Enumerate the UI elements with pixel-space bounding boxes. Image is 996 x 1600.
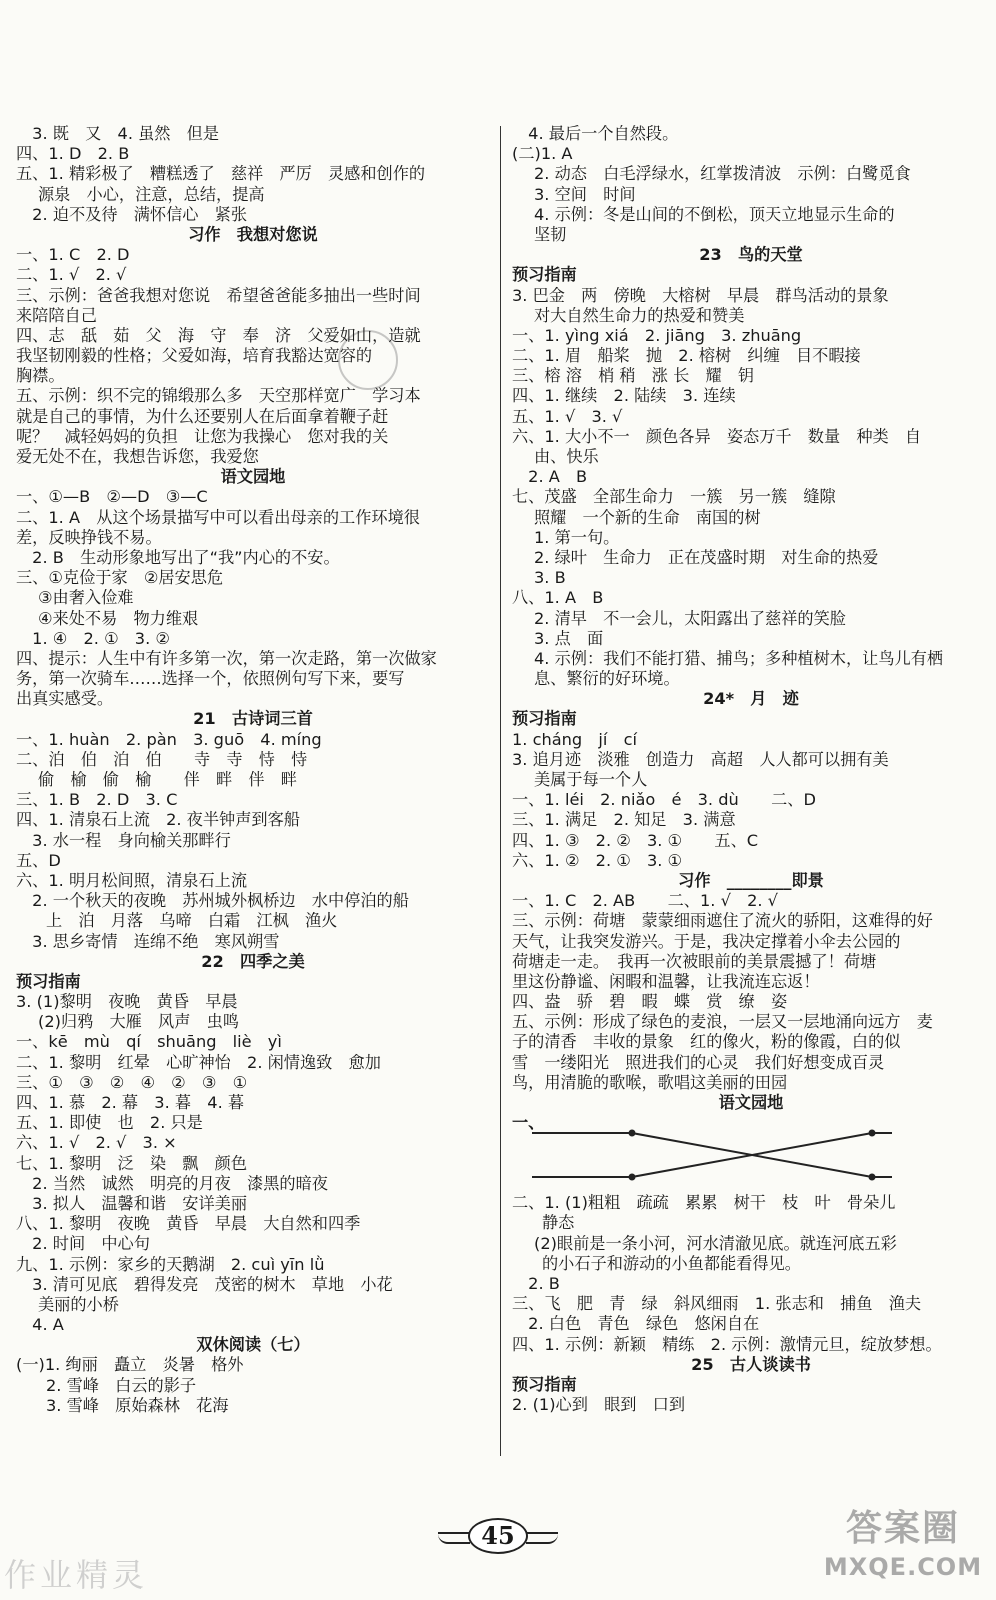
answer-line: 美丽的小桥 [38,1294,119,1314]
answer-line: 九、1. 示例：家乡的天鹅湖 2. cuì yīn lǜ [16,1254,325,1274]
answer-line: 差，反映挣钱不易。 [16,527,162,547]
answer-line: 上 泊 月落 乌啼 白霜 江枫 渔火 [46,911,338,931]
answer-line: 2. 当然 诚然 明亮的月夜 漆黑的暗夜 [16,1173,328,1193]
answer-line: 2. B 生动形象地写出了“我”内心的不安。 [16,547,340,567]
answer-line: 2. 动态 白毛浮绿水，红掌拨清波 示例：白鹭觅食 [534,164,911,184]
answer-line: 出真实感受。 [16,689,114,709]
answer-line: 4. 示例：我们不能打猎、捕鸟；多种植树木，让鸟儿有栖 [534,648,944,668]
section-heading: 21 古诗词三首 [193,709,313,729]
answer-line: 3. 巴金 两 傍晚 大榕树 早晨 群鸟活动的景象 [512,285,889,305]
answer-line: 偷 榆 偷 榆 伴 畔 伴 畔 [38,770,297,789]
answer-line: 八、1. A B [512,588,604,608]
answer-line: 3. 拟人 温馨和谐 安详美丽 [16,1193,248,1213]
answer-line: 四、1. 示例：新颖 精练 2. 示例：激情元旦，绽放梦想。 [512,1334,942,1354]
answer-line: 荷塘走一走。 我再一次被眼前的美景震撼了！荷塘 [512,951,877,971]
answer-line: 3. 既 又 4. 虽然 但是 [16,124,220,143]
answer-line: 4. 最后一个自然段。 [512,124,679,143]
answer-line: 八、1. 黎明 夜晚 黄昏 早晨 大自然和四季 [16,1214,361,1234]
subsection-label: 预习指南 [512,1374,577,1394]
answer-line: 六、1. √ 2. √ 3. × [16,1133,177,1153]
subsection-label: 预习指南 [512,709,577,729]
answer-line: 雪 一缕阳光 照进我们的心灵 我们好想变成百灵 [512,1052,885,1072]
answer-line: 六、1. 大小不一 颜色各异 姿态万千 数量 种类 自 [512,426,922,446]
answer-line: 2. 一个秋天的夜晚 苏州城外枫桥边 水中停泊的船 [16,891,409,911]
answer-line: 就是自己的事情，为什么还要别人在后面拿着鞭子赶 [16,406,389,426]
answer-line: 四、志 舐 茹 父 海 守 奉 济 父爱如山，造就 [16,325,421,345]
matching-lines [512,1119,912,1189]
answer-line: 一、1. C 2. D [16,245,130,265]
answer-line: 3. (1)黎明 夜晚 黄昏 早晨 [16,992,238,1012]
section-heading: 23 鸟的天堂 [699,245,803,265]
answer-line: 二、1. 黎明 红晕 心旷神怡 2. 闲情逸致 愈加 [16,1052,381,1072]
answer-line: 二、泊 伯 泊 伯 寺 寺 恃 恃 [16,749,308,769]
answer-line: 由、快乐 [534,447,599,466]
answer-line: 源泉 小心，注意，总结，提高 [38,184,265,204]
watermark-right [818,1506,988,1592]
match-dot [629,1130,636,1137]
answer-line: 四、1. ③ 2. ② 3. ① 五、C [512,830,759,850]
answer-line: 四、盎 骄 碧 暇 蝶 赏 缭 姿 [512,992,788,1012]
answer-line: 4. A [16,1315,64,1335]
answer-line: 爱无处不在，我想告诉您，我爱您 [16,447,259,466]
watermark-left: 作业精灵 [4,1556,149,1594]
answer-line: 2. 清早 不一会儿，太阳露出了慈祥的笑脸 [534,608,846,628]
ornament-right [526,1532,558,1544]
answer-line: 3. 雪峰 原始森林 花海 [46,1395,229,1415]
answer-line: 我坚韧刚毅的性格；父爱如海，培育我豁达宽容的 [16,346,373,366]
answer-line: 二、1. 眉 船桨 抛 2. 榕树 纠缠 目不暇接 [512,346,861,366]
answer-line: 2. 绿叶 生命力 正在茂盛时期 对生命的热爱 [534,547,879,567]
answer-line: 鸟，用清脆的歌喉，歌唱这美丽的田园 [512,1072,788,1092]
section-heading: 24* 月 迹 [703,689,799,709]
match-dot [869,1174,876,1181]
answer-line: 3. 追月迹 淡雅 创造力 高超 人人都可以拥有美 [512,749,889,769]
match-dot [869,1130,876,1137]
answer-line: 四、1. 清泉石上流 2. 夜半钟声到客船 [16,810,300,830]
answer-line: 二、1. (1)粗粗 疏疏 累累 树干 枝 叶 骨朵儿 [512,1193,896,1213]
answer-line: 二、1. A 从这个场景描写中可以看出母亲的工作环境很 [16,507,420,527]
answer-line: 四、1. D 2. B [16,144,130,164]
answer-line: 天气，让我突发游兴。于是，我决定撑着小伞去公园的 [512,931,901,951]
answer-line: 一、1. yìng xiá 2. jiāng 3. zhuāng [512,325,802,345]
section-heading: 习作 ________即景 [678,870,824,890]
matching-label: 一、 [512,1113,545,1133]
answer-line: 3. 空间 时间 [534,184,636,204]
answer-line: 六、1. 明月松间照，清泉石上流 [16,870,248,890]
answer-line: 四、1. 继续 2. 陆续 3. 连续 [512,386,736,406]
answer-line: 来陪陪自己 [16,305,97,325]
answer-line: 二、1. √ 2. √ [16,265,127,285]
answer-line: 五、示例：织不完的锦缎那么多 天空那样宽广 学习本 [16,386,421,406]
answer-line: 一、1. C 2. AB 二、1. √ 2. √ [512,891,778,911]
section-heading: 语文园地 [718,1093,784,1112]
watermark-right-url: MXQE.COM [823,1553,983,1581]
answer-line: 三、①克俭于家 ②居安思危 [16,568,224,588]
answer-line: 七、1. 黎明 泛 染 飘 颜色 [16,1153,248,1173]
column-divider [500,126,501,1456]
answer-line: 3. 思乡寄情 连绵不绝 寒风朔雪 [16,931,280,951]
answer-line: 静态 [542,1213,575,1233]
answer-line: 1. cháng jí cí [512,729,637,749]
section-heading: 语文园地 [220,467,286,487]
answer-line: 五、1. 即使 也 2. 只是 [16,1113,203,1133]
left-column [16,124,490,1416]
answer-line: 七、茂盛 全部生命力 一簇 另一簇 缝隙 [512,487,836,507]
answer-line: (2)眼前是一条小河，河水清澈见底。就连河底五彩 [534,1233,897,1253]
ornament-left [438,1532,470,1544]
answer-line: 子的清香 丰收的景象 红的像火，粉的像霞，白的似 [512,1032,901,1052]
answer-line: 2. 白色 青色 绿色 悠闲自在 [512,1314,760,1334]
answer-line: 一、kē mù qí shuāng liè yì [16,1032,282,1052]
answer-line: 三、1. B 2. D 3. C [16,790,178,810]
watermark-right-title: 答案圈 [845,1508,960,1549]
answer-line: 2. 迫不及待 满怀信心 紧张 [16,204,248,224]
right-column [512,124,990,1415]
answer-line: 3. 点 面 [534,628,604,648]
answer-line: 1. 第一句。 [534,527,620,547]
match-dot [629,1174,636,1181]
section-heading: 习作 我想对您说 [188,224,318,244]
answer-line: 三、榕 溶 梢 稍 涨 长 耀 钥 [512,366,755,386]
answer-line: 美属于每一个人 [534,770,648,789]
subsection-label: 预习指南 [16,971,81,991]
answer-line: (二)1. A [512,144,573,164]
answer-line: 照耀 一个新的生命 南国的树 [534,507,761,527]
answer-line: 3. B [534,568,566,588]
answer-line: 4. 示例：冬是山间的不倒松，顶天立地显示生命的 [534,204,895,224]
answer-line: 三、飞 肥 青 绿 斜风细雨 1. 张志和 捕鱼 渔夫 [512,1294,922,1314]
answer-line: 里这份静谧、闲暇和温馨，让我流连忘返！ [512,971,820,991]
answer-line: 五、D [16,850,61,870]
answer-line: 一、1. léi 2. niǎo é 3. dù 二、D [512,790,816,810]
answer-line: 五、1. 精彩极了 糟糕透了 慈祥 严厉 灵感和创作的 [16,164,426,184]
answer-line: 一、①—B ②—D ③—C [16,487,208,507]
answer-line: 六、1. ② 2. ① 3. ① [512,850,683,870]
answer-line: 三、1. 满足 2. 知足 3. 满意 [512,810,736,830]
answer-line: 息、繁衍的好环境。 [534,669,680,689]
section-heading: 双休阅读（七） [196,1335,310,1355]
answer-line: 1. ④ 2. ① 3. ② [16,628,170,648]
answer-line: 2. 时间 中心句 [16,1234,150,1254]
answer-line: 2. B [512,1273,560,1293]
matching-diagram [512,1113,990,1193]
answer-line: 五、1. √ 3. √ [512,406,623,426]
answer-line: 务，第一次骑车……选择一个，依照例句写下来，要写 [16,669,405,689]
page-number: 45 [481,1521,515,1550]
answer-line: 坚韧 [534,224,567,244]
answer-line: 四、1. 慕 2. 幕 3. 暮 4. 暮 [16,1093,245,1112]
answer-line: 对大自然生命力的热爱和赞美 [534,305,745,325]
answer-line: 呢？ 减轻妈妈的负担 让您为我操心 您对我的关 [16,426,389,446]
page-number-badge [438,1514,558,1558]
section-heading: 22 四季之美 [201,951,305,971]
section-heading: 25 古人谈读书 [691,1354,811,1374]
answer-line: 三、示例：荷塘 蒙蒙细雨遮住了流火的骄阳，这难得的好 [512,911,933,931]
answer-line: 3. 水一程 身向榆关那畔行 [16,830,231,850]
answer-line: ③由奢入俭难 [38,588,134,608]
answer-line: 的小石子和游动的小鱼都能看得见。 [542,1253,801,1273]
answer-line: 一、1. huàn 2. pàn 3. guō 4. míng [16,729,322,749]
subsection-label: 预习指南 [512,265,577,285]
answer-line: 3. 清可见底 碧得发亮 茂密的树木 草地 小花 [16,1274,393,1294]
answer-line: 2. A B [512,467,588,487]
answer-line: 三、① ③ ② ④ ② ③ ① [16,1072,248,1092]
answer-line: ④来处不易 物力维艰 [38,608,199,628]
answer-line: (一)1. 绚丽 矗立 炎暑 格外 [16,1355,244,1375]
answer-line: 三、示例：爸爸我想对您说 希望爸爸能多抽出一些时间 [16,285,421,305]
answer-line: 胸襟。 [16,366,65,386]
answer-line: 四、提示：人生中有许多第一次，第一次走路，第一次做家 [16,648,437,668]
answer-line: (2)归鸦 大雁 风声 虫鸣 [38,1012,239,1032]
answer-line: 2. 雪峰 白云的影子 [46,1375,197,1395]
answer-line: 2. (1)心到 眼到 口到 [512,1395,686,1415]
answer-line: 五、示例：形成了绿色的麦浪，一层又一层地涌向远方 麦 [512,1012,933,1032]
